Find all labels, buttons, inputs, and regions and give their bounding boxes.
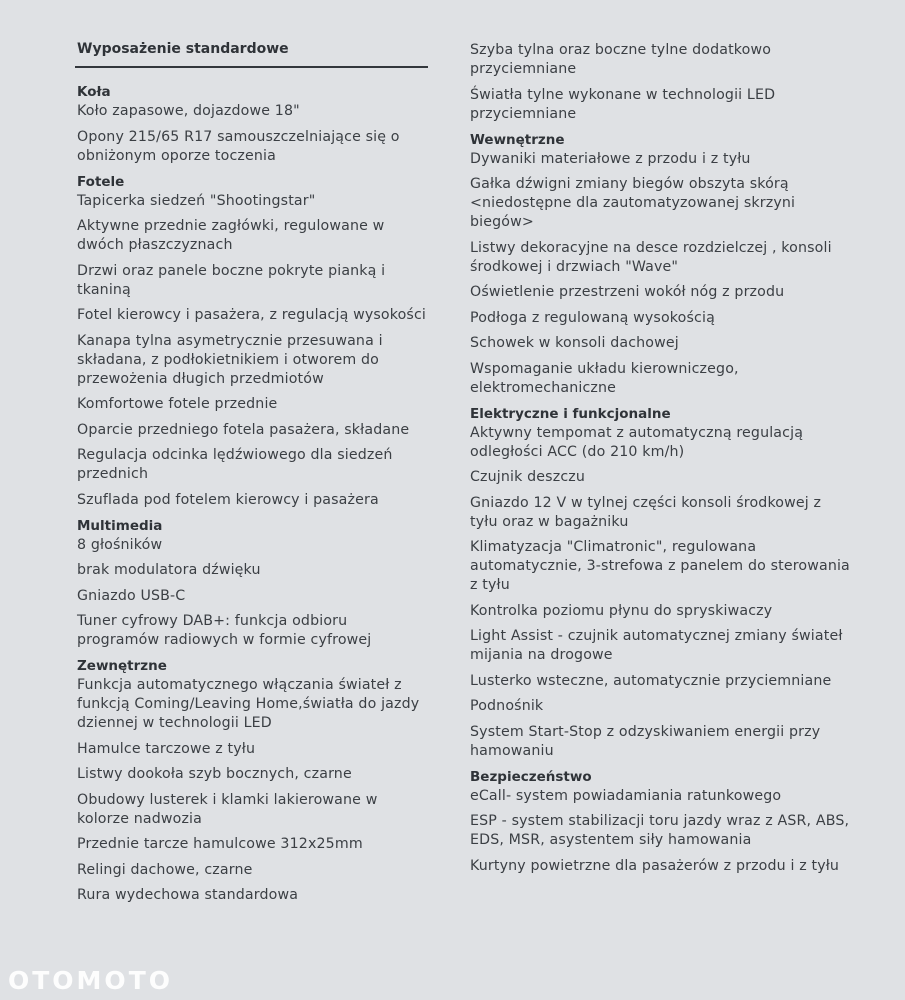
section-multimedia — [77, 517, 429, 651]
list-item: Tapicerka siedzeń "Shootingstar" — [77, 192, 316, 209]
section-title: Wewnętrzne — [470, 131, 565, 148]
list-item: Wspomaganie układu kierowniczego, elektromechaniczne — [470, 360, 739, 396]
list-item: Kontrolka poziomu płynu do spryskiwaczy — [470, 602, 773, 619]
section-title: Fotele — [77, 173, 125, 190]
left-column — [77, 83, 429, 912]
list-item: 8 głośników — [77, 536, 163, 553]
list-item: Gałka dźwigni zmiany biegów obszyta skórą <niedostępne dla zautomatyzowanej skrzyni biegów> — [470, 176, 796, 230]
section-title: Bezpieczeństwo — [470, 768, 592, 785]
otomoto-watermark-logo: OTOMOTO — [8, 966, 173, 995]
list-item: Kurtyny powietrzne dla pasażerów z przodu i z tyłu — [470, 857, 840, 874]
list-item: Czujnik deszczu — [470, 469, 586, 485]
list-item: Funkcja automatycznego włączania świateł z funkcją Coming/Leaving Home,światła do jazdy dziennej w technologii LED — [77, 677, 420, 731]
list-item: Aktywne przednie zagłówki, regulowane w dwóch płaszczyznach — [77, 218, 385, 253]
list-item: Szuflada pod fotelem kierowcy i pasażera — [77, 491, 379, 508]
list-item: Listwy dookoła szyb bocznych, czarne — [77, 766, 352, 782]
list-item: Tuner cyfrowy DAB+: funkcja odbioru programów radiowych w formie cyfrowej — [77, 613, 372, 648]
list-item: Gniazdo USB-C — [77, 587, 186, 604]
list-item: Szyba tylna oraz boczne tylne dodatkowo przyciemniane — [470, 42, 772, 77]
section-title: Koła — [77, 84, 111, 100]
list-item: Podnośnik — [470, 698, 544, 714]
section-title: Elektryczne i funkcjonalne — [470, 405, 671, 422]
list-item: Lusterko wsteczne, automatycznie przyciemniane — [470, 672, 832, 689]
list-item: Gniazdo 12 V w tylnej części konsoli środkowej z tyłu oraz w bagażniku — [470, 494, 822, 530]
list-item: Oświetlenie przestrzeni wokół nóg z przodu — [470, 284, 785, 300]
list-item: Rura wydechowa standardowa — [77, 887, 299, 903]
section-zewnetrzne-continued — [470, 41, 850, 124]
list-item: Fotel kierowcy i pasażera, z regulacją wysokości — [77, 307, 427, 323]
section-kola — [77, 83, 429, 166]
section-title: Multimedia — [77, 517, 163, 534]
list-item: System Start-Stop z odzyskiwaniem energii przy hamowaniu — [470, 723, 821, 759]
document-title: Wyposażenie standardowe — [77, 41, 289, 57]
list-item: Relingi dachowe, czarne — [77, 861, 253, 878]
list-item: Światła tylne wykonane w technologii LED przyciemniane — [470, 86, 776, 122]
section-elektryczne — [470, 405, 850, 761]
list-item: Dywaniki materiałowe z przodu i z tyłu — [470, 150, 751, 167]
section-wewnetrzne — [470, 131, 850, 398]
list-item: eCall- system powiadamiania ratunkowego — [470, 787, 782, 804]
list-item: Opony 215/65 R17 samouszczelniające się o obniżonym oporze toczenia — [77, 128, 400, 164]
list-item: Oparcie przedniego fotela pasażera, składane — [77, 421, 410, 438]
section-fotele — [77, 173, 429, 510]
list-item: Przednie tarcze hamulcowe 312x25mm — [77, 836, 363, 852]
list-item: Komfortowe fotele przednie — [77, 396, 278, 412]
list-item: Light Assist - czujnik automatycznej zmiany świateł mijania na drogowe — [470, 628, 843, 663]
list-item: Drzwi oraz panele boczne pokryte pianką i tkaniną — [77, 262, 386, 298]
right-column — [470, 41, 850, 883]
list-item: Obudowy lusterek i klamki lakierowane w kolorze nadwozia — [77, 791, 378, 827]
list-item: Listwy dekoracyjne na desce rozdzielczej , konsoli środkowej i drzwiach "Wave" — [470, 239, 832, 275]
title-divider — [75, 66, 428, 68]
list-item: Schowek w konsoli dachowej — [470, 335, 679, 351]
list-item: Podłoga z regulowaną wysokością — [470, 309, 715, 326]
list-item: Klimatyzacja "Climatronic", regulowana automatycznie, 3-strefowa z panelem do sterowania z tyłu — [470, 539, 850, 593]
section-bezpieczenstwo — [470, 768, 850, 876]
list-item: brak modulatora dźwięku — [77, 562, 261, 578]
list-item: Hamulce tarczowe z tyłu — [77, 740, 256, 757]
list-item: ESP - system stabilizacji toru jazdy wraz z ASR, ABS, EDS, MSR, asystentem siły hamowania — [470, 813, 850, 848]
list-item: Koło zapasowe, dojazdowe 18" — [77, 103, 300, 119]
section-title: Zewnętrzne — [77, 658, 167, 674]
list-item: Regulacja odcinka lędźwiowego dla siedzeń przednich — [77, 447, 393, 482]
section-zewnetrzne — [77, 657, 429, 905]
list-item: Kanapa tylna asymetrycznie przesuwana i składana, z podłokietnikiem i otworem do przewożenia długich przedmiotów — [77, 332, 383, 387]
list-item: Aktywny tempomat z automatyczną regulacją odległości ACC (do 210 km/h) — [470, 424, 804, 460]
